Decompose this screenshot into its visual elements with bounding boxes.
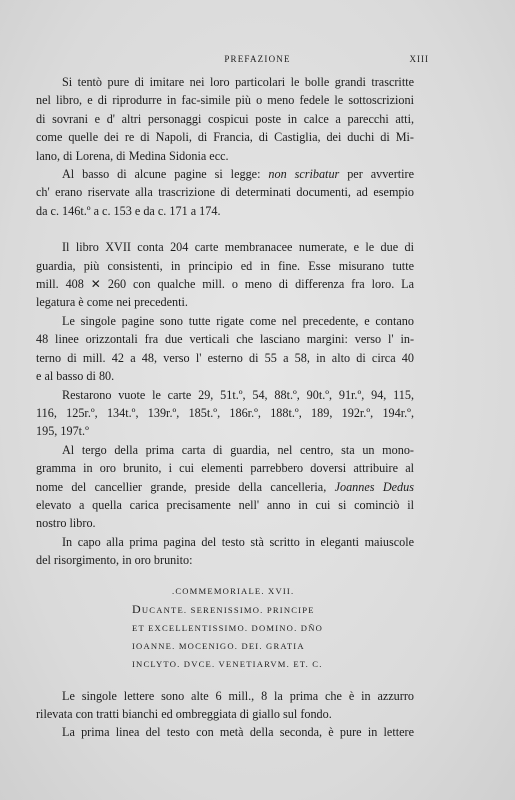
section-gap	[36, 220, 414, 238]
text-line: In capo alla prima pagina del testo stà scritto in eleganti maiuscole	[62, 534, 414, 549]
paragraph-monogram	[36, 441, 414, 533]
text-line: gramma in oro brunito, i cui elementi parrebbero doversi attribuire al	[36, 461, 414, 476]
text-line: rilevata con tratti bianchi ed ombreggiata di giallo sul fondo.	[36, 706, 332, 721]
running-head	[0, 54, 515, 68]
inscription-line: .COMMEMORIALE. XVII.	[172, 585, 295, 596]
text-line: nel libro, e di riprodurre in fac-simile più o meno fedele le sottoscrizioni	[36, 93, 414, 108]
text-line: guardia, più consistenti, in principio ed in fine. Esse misurano tutte	[36, 258, 414, 273]
text-line: 48 linee orizzontali fra due verticali che lasciano margini: verso l' in-	[36, 332, 414, 347]
text-line: di sovrani e d' altri personaggi cospicui poste in calce a parecchi atti,	[36, 111, 414, 126]
text-line: 195, 197t.º	[36, 424, 89, 439]
text-line: Al tergo della prima carta di guardia, nel centro, sta un mono-	[62, 442, 414, 457]
body-text	[36, 73, 414, 742]
text-line: terno di mill. 42 a 48, verso l' esterno di 55 a 58, in alto di circa 40	[36, 350, 414, 365]
text-line: 116, 125r.º, 134t.º, 139r.º, 185t.º, 186r.º, 188t.º, 189, 192r.º, 194r.º,	[36, 405, 414, 420]
text-line: nostro libro.	[36, 516, 96, 531]
paragraph-letter-size	[36, 687, 414, 724]
text-line	[36, 478, 414, 496]
text-line: mill. 408 ✕ 260 con qualche mill. o meno di differenza fra loro. La	[36, 277, 414, 292]
text-line: La prima linea del testo con metà della seconda, è pure in lettere	[62, 725, 414, 740]
paragraph-seals	[36, 73, 414, 165]
inscription-line: ET EXCELLENTISSIMO. DOMINO. DÑO	[132, 622, 324, 633]
text-line: Restarono vuote le carte 29, 51t.º, 54, 88t.º, 90t.º, 91r.º, 94, 115,	[62, 387, 414, 402]
text-line: lano, di Lorena, di Medina Sidonia ecc.	[36, 148, 229, 163]
text-fragment: nome del cancellier grande, preside della cancelleria,	[36, 479, 335, 494]
inscription-block	[132, 582, 414, 673]
text-line: e al basso di 80.	[36, 369, 115, 384]
text-line	[36, 165, 414, 183]
text-line: Si tentò pure di imitare nei loro particolari le bolle grandi trascritte	[62, 75, 414, 89]
text-fragment: per avvertire	[339, 167, 415, 182]
paragraph-heading-note	[36, 533, 414, 570]
running-title: PREFAZIONE	[224, 54, 291, 64]
italic-name: Joannes Dedus	[334, 479, 414, 494]
paragraph-ruling	[36, 312, 414, 386]
text-fragment: Al basso di alcune pagine si legge:	[62, 167, 269, 182]
inscription-line: INCLYTO. DVCE. VENETIARVM. ET. C.	[132, 658, 323, 669]
inscription-line: IOANNE. MOCENIGO. DEI. GRATIA	[132, 640, 305, 651]
inscription-initial: D	[132, 601, 142, 616]
page-number: XIII	[409, 54, 429, 64]
text-line: del risorgimento, in oro brunito:	[36, 553, 193, 568]
text-line: come quelle dei re di Napoli, di Francia, di Castiglia, dei duchi di Mi-	[36, 130, 414, 145]
paragraph-first-line	[36, 723, 414, 741]
inscription-line	[132, 600, 414, 619]
text-line: ch' erano riservate alla trascrizione di determinati documenti, ad esempio	[36, 185, 414, 200]
paragraph-non-scribatur	[36, 165, 414, 220]
paragraph-blank-leaves	[36, 386, 414, 441]
text-line: Le singole lettere sono alte 6 mill., 8 la prima che è in azzurro	[62, 688, 414, 703]
text-line: legatura è come nei precedenti.	[36, 295, 188, 310]
text-line: Il libro XVII conta 204 carte membranacee numerate, e le due di	[62, 240, 414, 255]
paragraph-book-description	[36, 238, 414, 312]
inscription-text: UCANTE. SERENISSIMO. PRINCIPE	[141, 604, 315, 615]
italic-phrase: non scribatur	[268, 167, 340, 182]
text-line: da c. 146t.º a c. 153 e da c. 171 a 174.	[36, 203, 221, 218]
text-line: Le singole pagine sono tutte rigate come nel precedente, e contano	[62, 313, 414, 328]
text-line: elevato a quella carica precisamente nell' anno in cui si cominciò il	[36, 497, 414, 512]
